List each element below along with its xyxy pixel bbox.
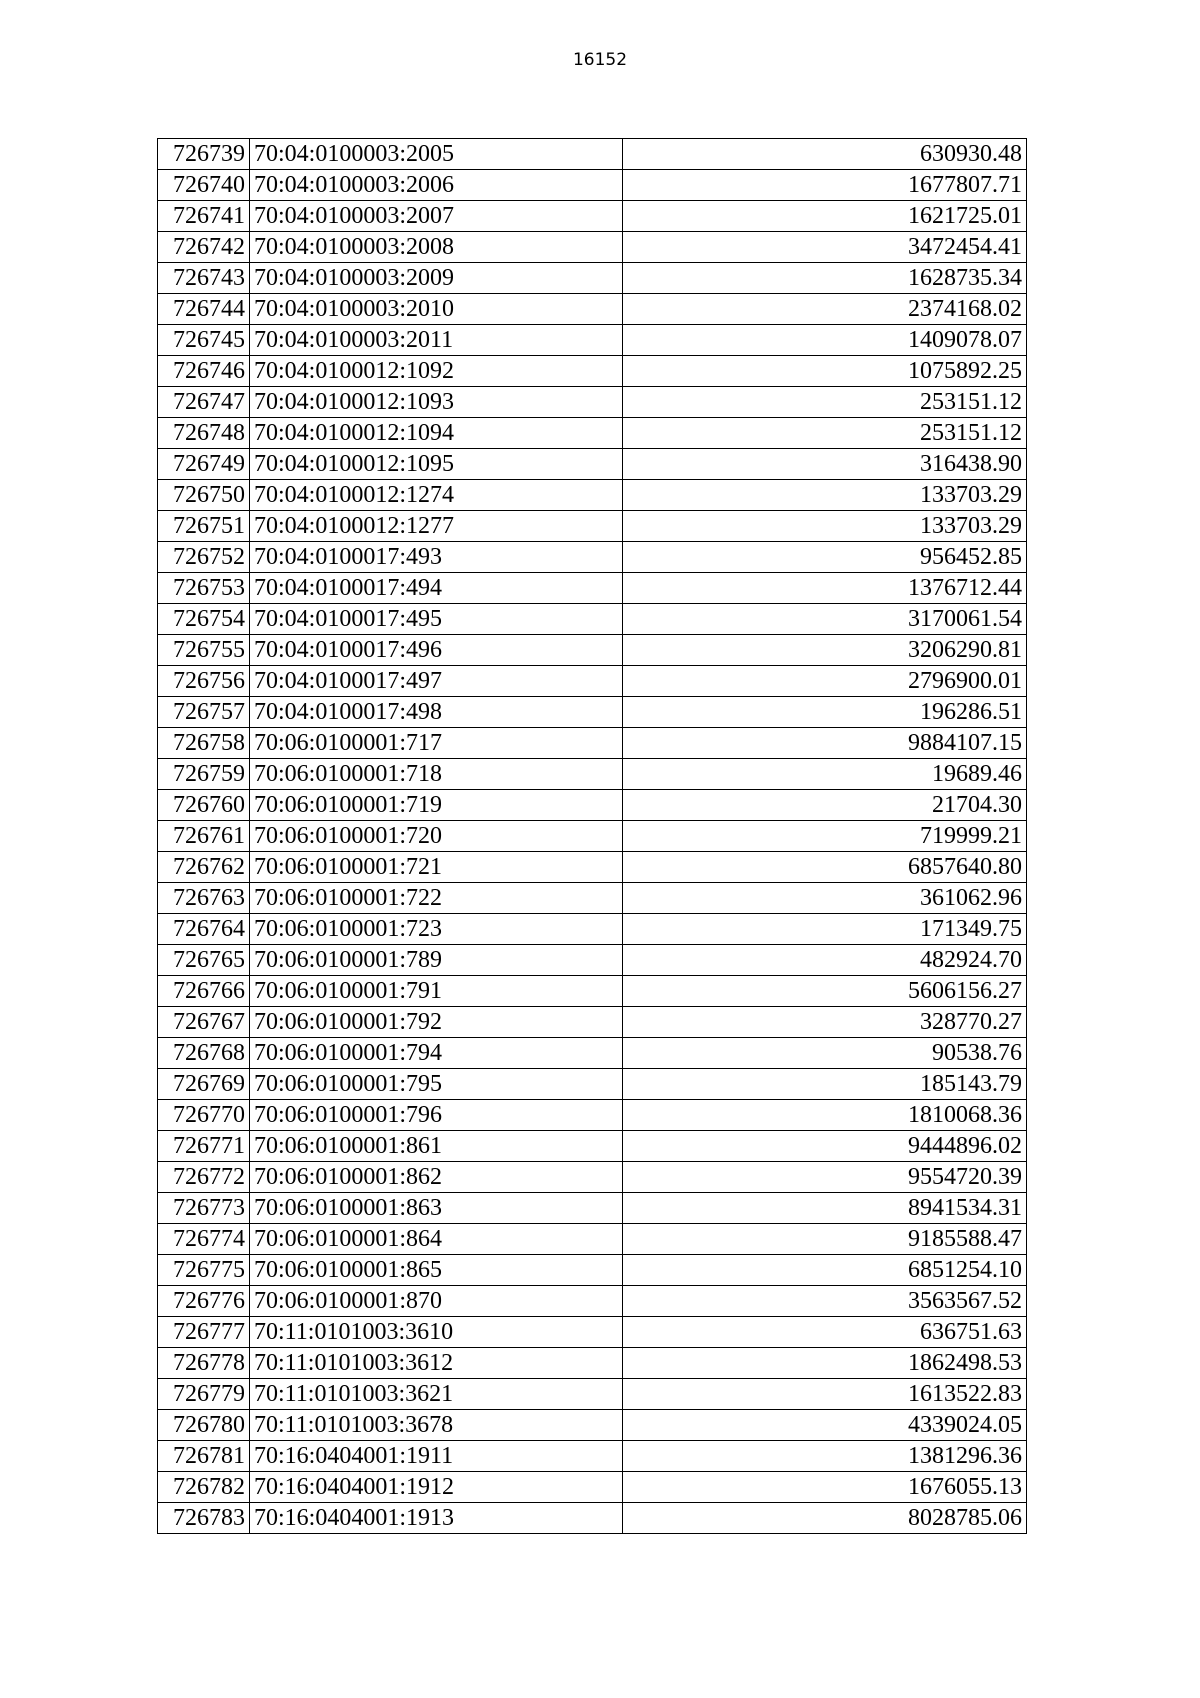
cadastral-value-cell: 3206290.81: [623, 635, 1027, 666]
row-number-cell: 726762: [158, 852, 250, 883]
row-number-cell: 726767: [158, 1007, 250, 1038]
cadastral-value-cell: 90538.76: [623, 1038, 1027, 1069]
cadastral-value-cell: 185143.79: [623, 1069, 1027, 1100]
row-number-cell: 726760: [158, 790, 250, 821]
cadastral-number-cell: 70:06:0100001:864: [250, 1224, 623, 1255]
table-row: [158, 511, 1027, 542]
cadastral-value-cell: 1862498.53: [623, 1348, 1027, 1379]
cadastral-value-cell: 196286.51: [623, 697, 1027, 728]
cadastral-value-cell: 8028785.06: [623, 1503, 1027, 1534]
cadastral-value-cell: 21704.30: [623, 790, 1027, 821]
page-number: 16152: [572, 50, 628, 70]
table-row: [158, 976, 1027, 1007]
table-row: [158, 263, 1027, 294]
table-row: [158, 883, 1027, 914]
table-row: [158, 1286, 1027, 1317]
row-number-cell: 726754: [158, 604, 250, 635]
table-row: [158, 1224, 1027, 1255]
table-row: [158, 573, 1027, 604]
table-row: [158, 449, 1027, 480]
cadastral-number-cell: 70:04:0100012:1094: [250, 418, 623, 449]
cadastral-value-cell: 1409078.07: [623, 325, 1027, 356]
row-number-cell: 726770: [158, 1100, 250, 1131]
row-number-cell: 726776: [158, 1286, 250, 1317]
table-row: [158, 387, 1027, 418]
row-number-cell: 726749: [158, 449, 250, 480]
row-number-cell: 726755: [158, 635, 250, 666]
cadastral-value-cell: 19689.46: [623, 759, 1027, 790]
cadastral-number-cell: 70:04:0100003:2009: [250, 263, 623, 294]
row-number-cell: 726782: [158, 1472, 250, 1503]
row-number-cell: 726773: [158, 1193, 250, 1224]
table-row: [158, 480, 1027, 511]
row-number-cell: 726740: [158, 170, 250, 201]
cadastral-number-cell: 70:11:0101003:3678: [250, 1410, 623, 1441]
table-row: [158, 821, 1027, 852]
table-row: [158, 1379, 1027, 1410]
cadastral-value-cell: 328770.27: [623, 1007, 1027, 1038]
cadastral-value-cell: 9185588.47: [623, 1224, 1027, 1255]
table-row: [158, 604, 1027, 635]
cadastral-value-cell: 171349.75: [623, 914, 1027, 945]
row-number-cell: 726750: [158, 480, 250, 511]
row-number-cell: 726761: [158, 821, 250, 852]
cadastral-value-table: [157, 138, 1027, 1534]
cadastral-number-cell: 70:06:0100001:862: [250, 1162, 623, 1193]
row-number-cell: 726758: [158, 728, 250, 759]
table-row: [158, 1069, 1027, 1100]
row-number-cell: 726745: [158, 325, 250, 356]
row-number-cell: 726765: [158, 945, 250, 976]
table-row: [158, 1410, 1027, 1441]
cadastral-value-cell: 253151.12: [623, 387, 1027, 418]
table-row: [158, 1100, 1027, 1131]
table-row: [158, 1503, 1027, 1534]
row-number-cell: 726742: [158, 232, 250, 263]
cadastral-number-cell: 70:04:0100017:496: [250, 635, 623, 666]
table-row: [158, 1007, 1027, 1038]
cadastral-number-cell: 70:04:0100003:2008: [250, 232, 623, 263]
table-row: [158, 1193, 1027, 1224]
row-number-cell: 726780: [158, 1410, 250, 1441]
table-row: [158, 914, 1027, 945]
row-number-cell: 726741: [158, 201, 250, 232]
table-row: [158, 1255, 1027, 1286]
cadastral-number-cell: 70:04:0100017:498: [250, 697, 623, 728]
table-row: [158, 852, 1027, 883]
row-number-cell: 726764: [158, 914, 250, 945]
cadastral-value-cell: 1628735.34: [623, 263, 1027, 294]
table-row: [158, 294, 1027, 325]
cadastral-number-cell: 70:11:0101003:3612: [250, 1348, 623, 1379]
table-row: [158, 697, 1027, 728]
cadastral-number-cell: 70:04:0100012:1093: [250, 387, 623, 418]
row-number-cell: 726769: [158, 1069, 250, 1100]
cadastral-value-cell: 6851254.10: [623, 1255, 1027, 1286]
table-row: [158, 356, 1027, 387]
table-row: [158, 635, 1027, 666]
cadastral-value-cell: 5606156.27: [623, 976, 1027, 1007]
cadastral-value-cell: 636751.63: [623, 1317, 1027, 1348]
table-row: [158, 1348, 1027, 1379]
cadastral-number-cell: 70:06:0100001:792: [250, 1007, 623, 1038]
row-number-cell: 726777: [158, 1317, 250, 1348]
cadastral-number-cell: 70:04:0100003:2005: [250, 139, 623, 170]
cadastral-value-cell: 719999.21: [623, 821, 1027, 852]
row-number-cell: 726748: [158, 418, 250, 449]
cadastral-number-cell: 70:04:0100012:1274: [250, 480, 623, 511]
cadastral-value-cell: 133703.29: [623, 480, 1027, 511]
row-number-cell: 726739: [158, 139, 250, 170]
cadastral-value-cell: 482924.70: [623, 945, 1027, 976]
row-number-cell: 726781: [158, 1441, 250, 1472]
row-number-cell: 726757: [158, 697, 250, 728]
cadastral-value-cell: 1376712.44: [623, 573, 1027, 604]
cadastral-number-cell: 70:04:0100017:495: [250, 604, 623, 635]
table-row: [158, 945, 1027, 976]
cadastral-value-cell: 9554720.39: [623, 1162, 1027, 1193]
cadastral-number-cell: 70:04:0100017:494: [250, 573, 623, 604]
table-row: [158, 1162, 1027, 1193]
cadastral-number-cell: 70:06:0100001:721: [250, 852, 623, 883]
table-row: [158, 139, 1027, 170]
row-number-cell: 726752: [158, 542, 250, 573]
cadastral-number-cell: 70:04:0100003:2011: [250, 325, 623, 356]
cadastral-number-cell: 70:06:0100001:791: [250, 976, 623, 1007]
cadastral-value-cell: 1613522.83: [623, 1379, 1027, 1410]
row-number-cell: 726756: [158, 666, 250, 697]
cadastral-number-cell: 70:06:0100001:865: [250, 1255, 623, 1286]
cadastral-number-cell: 70:04:0100012:1092: [250, 356, 623, 387]
cadastral-number-cell: 70:06:0100001:717: [250, 728, 623, 759]
cadastral-number-cell: 70:04:0100017:493: [250, 542, 623, 573]
cadastral-number-cell: 70:06:0100001:718: [250, 759, 623, 790]
cadastral-value-cell: 8941534.31: [623, 1193, 1027, 1224]
table-row: [158, 759, 1027, 790]
cadastral-value-cell: 956452.85: [623, 542, 1027, 573]
cadastral-value-cell: 3472454.41: [623, 232, 1027, 263]
cadastral-value-cell: 1810068.36: [623, 1100, 1027, 1131]
cadastral-number-cell: 70:16:0404001:1913: [250, 1503, 623, 1534]
cadastral-number-cell: 70:04:0100017:497: [250, 666, 623, 697]
row-number-cell: 726768: [158, 1038, 250, 1069]
cadastral-number-cell: 70:06:0100001:723: [250, 914, 623, 945]
row-number-cell: 726774: [158, 1224, 250, 1255]
table-row: [158, 418, 1027, 449]
table-row: [158, 1317, 1027, 1348]
cadastral-value-cell: 2796900.01: [623, 666, 1027, 697]
row-number-cell: 726751: [158, 511, 250, 542]
table-row: [158, 325, 1027, 356]
row-number-cell: 726778: [158, 1348, 250, 1379]
cadastral-value-cell: 6857640.80: [623, 852, 1027, 883]
table-row: [158, 1038, 1027, 1069]
row-number-cell: 726759: [158, 759, 250, 790]
cadastral-number-cell: 70:06:0100001:789: [250, 945, 623, 976]
table-row: [158, 1441, 1027, 1472]
row-number-cell: 726779: [158, 1379, 250, 1410]
table-row: [158, 790, 1027, 821]
cadastral-number-cell: 70:06:0100001:720: [250, 821, 623, 852]
cadastral-value-cell: 133703.29: [623, 511, 1027, 542]
cadastral-value-cell: 4339024.05: [623, 1410, 1027, 1441]
table-row: [158, 201, 1027, 232]
cadastral-number-cell: 70:04:0100012:1277: [250, 511, 623, 542]
cadastral-number-cell: 70:11:0101003:3621: [250, 1379, 623, 1410]
row-number-cell: 726772: [158, 1162, 250, 1193]
cadastral-number-cell: 70:06:0100001:794: [250, 1038, 623, 1069]
cadastral-number-cell: 70:06:0100001:870: [250, 1286, 623, 1317]
cadastral-value-cell: 1677807.71: [623, 170, 1027, 201]
cadastral-value-cell: 253151.12: [623, 418, 1027, 449]
row-number-cell: 726763: [158, 883, 250, 914]
cadastral-value-cell: 9444896.02: [623, 1131, 1027, 1162]
cadastral-number-cell: 70:06:0100001:719: [250, 790, 623, 821]
table-row: [158, 232, 1027, 263]
row-number-cell: 726746: [158, 356, 250, 387]
cadastral-value-cell: 3563567.52: [623, 1286, 1027, 1317]
row-number-cell: 726744: [158, 294, 250, 325]
row-number-cell: 726753: [158, 573, 250, 604]
table-row: [158, 666, 1027, 697]
cadastral-number-cell: 70:06:0100001:795: [250, 1069, 623, 1100]
cadastral-value-cell: 3170061.54: [623, 604, 1027, 635]
cadastral-value-cell: 1075892.25: [623, 356, 1027, 387]
table-row: [158, 1472, 1027, 1503]
row-number-cell: 726747: [158, 387, 250, 418]
cadastral-value-cell: 1676055.13: [623, 1472, 1027, 1503]
table-row: [158, 728, 1027, 759]
table-body: [158, 139, 1027, 1534]
cadastral-number-cell: 70:16:0404001:1911: [250, 1441, 623, 1472]
cadastral-number-cell: 70:11:0101003:3610: [250, 1317, 623, 1348]
cadastral-value-cell: 361062.96: [623, 883, 1027, 914]
table-row: [158, 1131, 1027, 1162]
cadastral-number-cell: 70:06:0100001:722: [250, 883, 623, 914]
cadastral-value-cell: 1621725.01: [623, 201, 1027, 232]
cadastral-value-cell: 1381296.36: [623, 1441, 1027, 1472]
row-number-cell: 726766: [158, 976, 250, 1007]
cadastral-number-cell: 70:04:0100003:2010: [250, 294, 623, 325]
row-number-cell: 726775: [158, 1255, 250, 1286]
row-number-cell: 726783: [158, 1503, 250, 1534]
cadastral-value-cell: 316438.90: [623, 449, 1027, 480]
cadastral-value-cell: 630930.48: [623, 139, 1027, 170]
cadastral-number-cell: 70:04:0100012:1095: [250, 449, 623, 480]
cadastral-value-cell: 2374168.02: [623, 294, 1027, 325]
cadastral-number-cell: 70:06:0100001:796: [250, 1100, 623, 1131]
row-number-cell: 726743: [158, 263, 250, 294]
cadastral-value-cell: 9884107.15: [623, 728, 1027, 759]
cadastral-number-cell: 70:06:0100001:863: [250, 1193, 623, 1224]
cadastral-number-cell: 70:16:0404001:1912: [250, 1472, 623, 1503]
cadastral-number-cell: 70:04:0100003:2007: [250, 201, 623, 232]
cadastral-number-cell: 70:06:0100001:861: [250, 1131, 623, 1162]
row-number-cell: 726771: [158, 1131, 250, 1162]
table-row: [158, 170, 1027, 201]
table-row: [158, 542, 1027, 573]
cadastral-number-cell: 70:04:0100003:2006: [250, 170, 623, 201]
